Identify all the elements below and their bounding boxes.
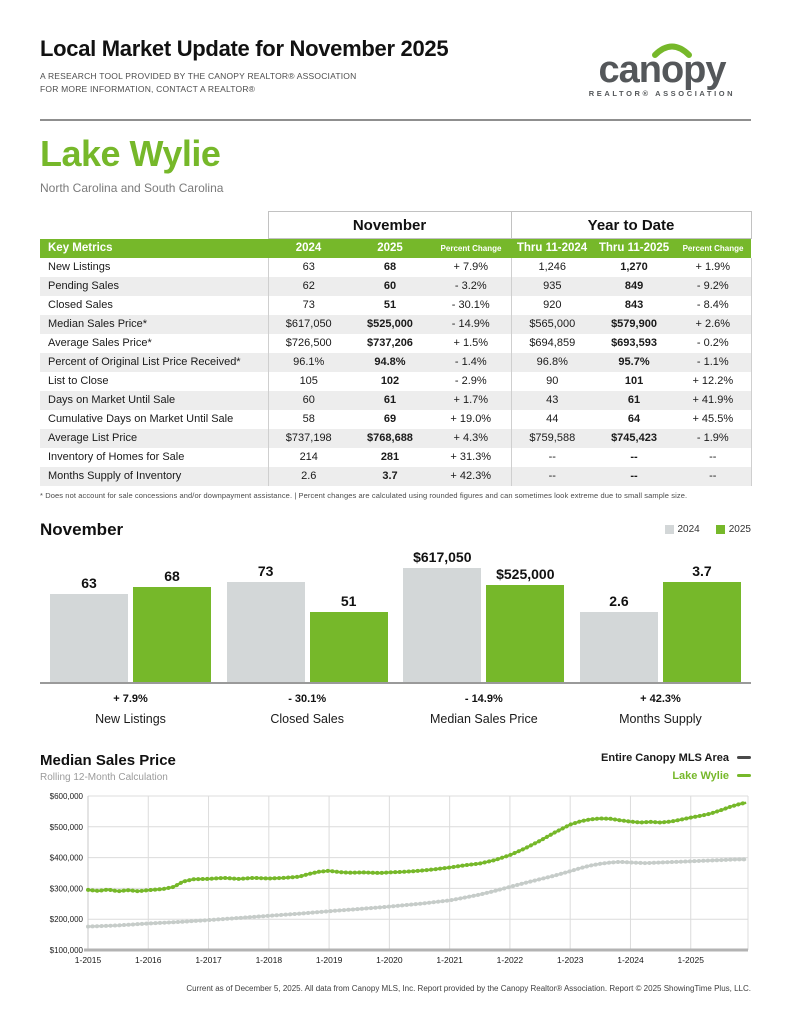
- line-chart-svg: [40, 790, 751, 978]
- value-ytd-change: + 12.2%: [675, 372, 751, 391]
- table-row: [40, 315, 751, 334]
- y-tick-label: $100,000: [49, 945, 83, 955]
- bar-2024: [403, 548, 481, 682]
- value-nov-2024: 60: [268, 391, 349, 410]
- metrics-tbody: [40, 258, 751, 486]
- table-column-header-row: [40, 239, 751, 258]
- legend-item-2025: [716, 524, 751, 535]
- y-tick-label: $600,000: [49, 791, 83, 801]
- value-ytd-2024: $565,000: [511, 315, 593, 334]
- bar-percent-change: - 14.9%: [464, 692, 503, 705]
- legend-label-2024: 2024: [677, 523, 700, 535]
- value-ytd-change: + 41.9%: [675, 391, 751, 410]
- metric-name: Days on Market Until Sale: [48, 394, 176, 406]
- x-tick-label: 1-2022: [496, 954, 524, 965]
- value-nov-2024: $737,198: [268, 429, 349, 448]
- bar-2024: [580, 592, 658, 682]
- column-header-2025: 2025: [349, 239, 431, 258]
- bar-percent-change: - 30.1%: [288, 692, 327, 705]
- value-nov-change: + 31.3%: [450, 451, 492, 463]
- metric-name: List to Close: [48, 375, 109, 387]
- canopy-logo-icon: [573, 38, 751, 100]
- value-ytd-2024: 1,246: [511, 258, 593, 277]
- canopy-logo: [573, 38, 751, 105]
- value-nov-change: + 1.7%: [453, 394, 489, 406]
- value-nov-change: - 14.9%: [451, 318, 490, 330]
- bar-category-block: [403, 684, 564, 726]
- bar-percent-change: + 42.3%: [640, 692, 681, 705]
- metric-name: New Listings: [48, 261, 111, 273]
- value-ytd-2025: 849: [624, 280, 644, 292]
- x-tick-label: 1-2017: [195, 954, 222, 965]
- legend-item-lake-wylie: [601, 770, 751, 782]
- value-ytd-2024: 96.8%: [511, 353, 593, 372]
- line-chart-title: Median Sales Price: [40, 751, 176, 769]
- value-ytd-2024: --: [511, 467, 593, 486]
- metric-name: Months Supply of Inventory: [48, 470, 182, 482]
- line-chart-header: [40, 752, 751, 788]
- bar-value-label: 68: [164, 567, 180, 584]
- value-ytd-change: + 45.5%: [675, 410, 751, 429]
- legend-label-lake-wylie: Lake Wylie: [672, 769, 729, 782]
- page-subtitle: [40, 70, 448, 96]
- value-nov-change: - 3.2%: [454, 280, 487, 292]
- bar-2025: [133, 567, 211, 682]
- value-nov-2025: 60: [383, 280, 397, 292]
- bar-value-label: 63: [81, 574, 97, 591]
- metric-name: Closed Sales: [48, 299, 113, 311]
- value-nov-2025: 94.8%: [374, 356, 406, 368]
- value-nov-2025: 69: [383, 413, 397, 425]
- value-ytd-change: + 1.9%: [675, 258, 751, 277]
- report-header: [40, 0, 751, 105]
- value-nov-2025: 51: [383, 299, 397, 311]
- x-tick-label: 1-2020: [376, 954, 403, 965]
- column-header-ytd-percent-change: Percent Change: [675, 239, 751, 258]
- x-tick-label: 1-2015: [74, 954, 102, 965]
- value-ytd-2025: --: [630, 451, 638, 463]
- legend-label-2025: 2025: [728, 523, 751, 535]
- value-nov-2025: $525,000: [367, 318, 413, 330]
- series-line-lake-wylie-base: [88, 802, 746, 890]
- bar-category-label: Median Sales Price: [429, 711, 538, 726]
- key-metrics-table: [40, 211, 752, 486]
- group-header-ytd: Year to Date: [511, 212, 751, 239]
- value-ytd-2024: $759,588: [511, 429, 593, 448]
- y-tick-label: $300,000: [49, 883, 83, 893]
- x-tick-label: 1-2024: [617, 954, 644, 965]
- x-tick-label: 1-2025: [677, 954, 704, 965]
- value-ytd-change: + 2.6%: [675, 315, 751, 334]
- value-nov-2025: $737,206: [367, 337, 413, 349]
- bar-chart-header: [40, 520, 751, 540]
- bar-category-block: [227, 684, 388, 726]
- value-nov-2024: $617,050: [268, 315, 349, 334]
- value-ytd-2024: $694,859: [511, 334, 593, 353]
- value-ytd-2024: 920: [511, 296, 593, 315]
- y-tick-label: $200,000: [49, 914, 83, 924]
- bar-2025: [663, 562, 741, 682]
- table-row: [40, 258, 751, 277]
- metric-name: Inventory of Homes for Sale: [48, 451, 185, 463]
- metric-name: Percent of Original List Price Received*: [48, 356, 241, 368]
- value-nov-2024: 63: [268, 258, 349, 277]
- x-tick-label: 1-2019: [315, 954, 343, 965]
- bar-chart-title: November: [40, 519, 124, 539]
- table-row: [40, 296, 751, 315]
- x-tick-label: 1-2023: [556, 954, 584, 965]
- column-header-thru-2024: Thru 11-2024: [511, 239, 593, 258]
- report-footer: Current as of December 5, 2025. All data from Canopy MLS, Inc. Report provided by the Canopy Realtor® Association. Report © 2025 ShowingTime Plus, LLC.: [186, 983, 751, 993]
- value-ytd-2024: --: [511, 448, 593, 467]
- value-nov-change: + 7.9%: [453, 261, 489, 273]
- table-group-header-row: [40, 212, 751, 239]
- bar-value-label: 51: [340, 592, 357, 609]
- value-ytd-2025: 95.7%: [618, 356, 650, 368]
- value-nov-2024: $726,500: [268, 334, 349, 353]
- table-row: [40, 372, 751, 391]
- value-nov-2024: 96.1%: [268, 353, 349, 372]
- group-header-november: November: [268, 212, 511, 239]
- value-nov-change: + 19.0%: [450, 413, 492, 425]
- column-header-2024: 2024: [268, 239, 349, 258]
- y-tick-label: $400,000: [49, 853, 83, 863]
- value-ytd-change: - 1.1%: [675, 353, 751, 372]
- bar-2024: [50, 574, 128, 682]
- value-ytd-2025: 101: [624, 375, 644, 387]
- metric-name: Median Sales Price*: [48, 318, 148, 330]
- table-row: [40, 391, 751, 410]
- subtitle-line-2: FOR MORE INFORMATION, CONTACT A REALTOR®: [40, 84, 256, 95]
- table-row: [40, 467, 751, 486]
- bar-category-label: Closed Sales: [270, 711, 344, 726]
- area-region: North Carolina and South Carolina: [40, 181, 224, 195]
- legend-dash-lake-wylie-icon: [737, 774, 751, 777]
- bar-value-label: $617,050: [413, 548, 472, 565]
- value-ytd-2025: $693,593: [611, 337, 657, 349]
- bar-category-label: Months Supply: [619, 711, 702, 726]
- y-tick-label: $500,000: [49, 822, 83, 832]
- value-ytd-2025: 61: [627, 394, 641, 406]
- header-text: [40, 36, 448, 96]
- bar-2025: [486, 565, 564, 682]
- value-nov-change: - 2.9%: [454, 375, 487, 387]
- legend-swatch-2025: [716, 525, 725, 534]
- legend-item-mls-area: [601, 752, 751, 764]
- column-header-nov-percent-change: Percent Change: [431, 239, 511, 258]
- table-footnote: * Does not account for sale concessions and/or downpayment assistance. | Percent changes are calculated using rounded figures and can sometimes look extreme due to small sample size.: [40, 490, 688, 500]
- bar-category-label: New Listings: [95, 711, 166, 726]
- metric-name: Average List Price: [48, 432, 138, 444]
- metric-name: Cumulative Days on Market Until Sale: [48, 413, 234, 425]
- logo-sub-text: REALTOR® ASSOCIATION: [588, 89, 736, 98]
- bar-value-label: 2.6: [609, 592, 629, 609]
- subtitle-line-1: A RESEARCH TOOL PROVIDED BY THE CANOPY REALTOR® ASSOCIATION: [40, 71, 357, 81]
- value-ytd-change: - 1.9%: [675, 429, 751, 448]
- x-tick-label: 1-2021: [436, 954, 463, 965]
- value-nov-2024: 105: [268, 372, 349, 391]
- bar-group: [403, 548, 564, 682]
- metric-name: Pending Sales: [48, 280, 119, 292]
- metric-name: Average Sales Price*: [48, 337, 152, 349]
- value-ytd-change: - 9.2%: [675, 277, 751, 296]
- bar-value-label: 3.7: [692, 562, 712, 579]
- bar-percent-change: + 7.9%: [113, 692, 148, 705]
- legend-dash-mls-icon: [737, 756, 751, 759]
- page-title: Local Market Update for November 2025: [40, 36, 449, 61]
- value-nov-2024: 214: [268, 448, 349, 467]
- table-row: [40, 277, 751, 296]
- value-ytd-2025: $579,900: [611, 318, 657, 330]
- line-chart-legend: [601, 752, 751, 788]
- value-nov-2025: 102: [380, 375, 400, 387]
- table-row: [40, 448, 751, 467]
- value-nov-change: + 42.3%: [450, 470, 492, 482]
- table-row: [40, 334, 751, 353]
- value-ytd-change: - 0.2%: [675, 334, 751, 353]
- x-tick-label: 1-2018: [255, 954, 283, 965]
- value-ytd-change: --: [675, 467, 751, 486]
- column-header-thru-2025: Thru 11-2025: [593, 239, 675, 258]
- bar-group: [227, 562, 388, 682]
- value-ytd-2025: 64: [627, 413, 641, 425]
- bar-groups: [40, 544, 751, 684]
- series-line-lake-wylie-dots: [88, 802, 746, 890]
- value-ytd-change: - 8.4%: [675, 296, 751, 315]
- value-nov-2024: 2.6: [268, 467, 349, 486]
- value-ytd-2025: 843: [624, 299, 644, 311]
- value-ytd-2025: $745,423: [611, 432, 657, 444]
- value-nov-change: + 4.3%: [453, 432, 489, 444]
- value-nov-change: + 1.5%: [453, 337, 489, 349]
- value-ytd-change: --: [675, 448, 751, 467]
- group-header-spacer: [40, 212, 268, 239]
- column-header-key-metrics: Key Metrics: [40, 239, 268, 258]
- bar-value-label: $525,000: [496, 565, 555, 582]
- value-ytd-2024: 44: [511, 410, 593, 429]
- bar-value-label: 73: [257, 562, 274, 579]
- line-chart-titles: [40, 752, 176, 783]
- area-name: Lake Wylie: [40, 133, 221, 174]
- value-ytd-2025: --: [630, 470, 638, 482]
- value-ytd-2025: 1,270: [620, 261, 648, 273]
- value-nov-2025: 61: [383, 394, 397, 406]
- value-nov-2025: $768,688: [367, 432, 413, 444]
- bar-group: [50, 567, 211, 682]
- header-divider: [40, 119, 751, 121]
- value-nov-2025: 281: [380, 451, 400, 463]
- bar-chart-legend: [665, 524, 752, 535]
- bar-2024: [227, 562, 305, 682]
- value-nov-change: - 1.4%: [454, 356, 487, 368]
- value-nov-2025: 68: [383, 261, 397, 273]
- legend-swatch-2024: [665, 525, 674, 534]
- legend-item-2024: [665, 524, 700, 535]
- value-nov-2024: 73: [268, 296, 349, 315]
- x-tick-label: 1-2016: [135, 954, 162, 965]
- bar-category-block: [580, 684, 741, 726]
- logo-brand-text: canopy: [598, 49, 726, 91]
- median-sales-price-chart-section: [40, 752, 751, 978]
- bar-group: [580, 562, 741, 682]
- table-row: [40, 410, 751, 429]
- value-nov-2024: 58: [268, 410, 349, 429]
- table-row: [40, 353, 751, 372]
- value-nov-change: - 30.1%: [451, 299, 490, 311]
- value-nov-2024: 62: [268, 277, 349, 296]
- bar-group-labels: [40, 684, 751, 726]
- value-nov-2025: 3.7: [382, 470, 398, 482]
- table-row: [40, 429, 751, 448]
- legend-label-mls-area: Entire Canopy MLS Area: [601, 751, 729, 764]
- line-chart-subtitle: Rolling 12-Month Calculation: [40, 771, 168, 783]
- value-ytd-2024: 43: [511, 391, 593, 410]
- value-ytd-2024: 90: [511, 372, 593, 391]
- bar-category-block: [50, 684, 211, 726]
- value-ytd-2024: 935: [511, 277, 593, 296]
- november-bar-chart-section: [40, 520, 751, 726]
- bar-2025: [310, 592, 388, 682]
